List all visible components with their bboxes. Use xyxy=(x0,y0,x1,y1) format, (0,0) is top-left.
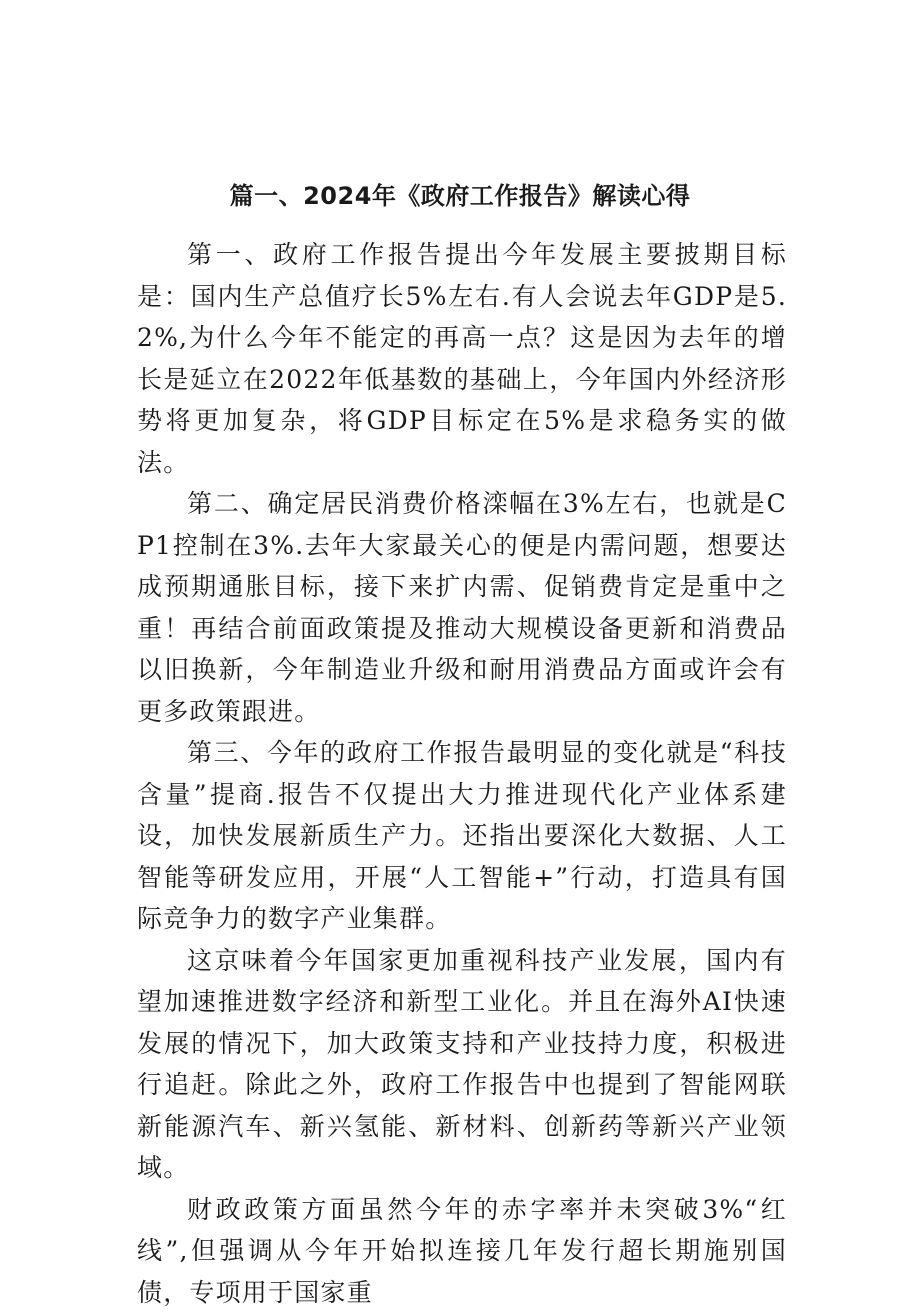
document-body xyxy=(137,234,787,1313)
paragraph-1: 第一、政府工作报告提出今年发展主要披期目标是：国内生产总值疗长5%左右.有人会说去年GDP是5.2%,为什么今年不能定的再高一点？这是因为去年的增长是延立在2022年低基数的基础上，今年国内外经济形势将更加复杂，将GDP目标定在5%是求稳务实的做法。 xyxy=(137,234,787,483)
paragraph-4: 这京味着今年国家更加重视科技产业发展，国内有望加速推进数字经济和新型工业化。并且在海外AI快速发展的情况下，加大政策支持和产业技持力度，积极进行追赶。除此之外，政府工作报告中也提到了智能网联新能源汽车、新兴氢能、新材料、创新药等新兴产业领域。 xyxy=(137,940,787,1189)
paragraph-3: 第三、今年的政府工作报告最明显的变化就是“科技含量”提商.报告不仅提出大力推进现代化产业体系建设，加快发展新质生产力。还指出要深化大数据、人工智能等研发应用，开展“人工智能+”行动，打造具有国际竞争力的数字产业集群。 xyxy=(137,732,787,940)
document-title: 篇一、2024年《政府工作报告》解读心得 xyxy=(0,178,920,214)
paragraph-2: 第二、确定居民消费价格滦幅在3%左右，也就是CP1控制在3%.去年大家最关心的便是内需问题，想要达成预期通胀目标，接下来扩内需、促销费肯定是重中之重！再结合前面政策提及推动大规模设备更新和消费品以旧换新，今年制造业升级和耐用消费品方面或许会有更多政策跟进。 xyxy=(137,483,787,732)
paragraph-5: 财政政策方面虽然今年的赤字率并未突破3%“红线”,但强调从今年开始拟连接几年发行超长期施别国债，专项用于国家重 xyxy=(137,1189,787,1313)
